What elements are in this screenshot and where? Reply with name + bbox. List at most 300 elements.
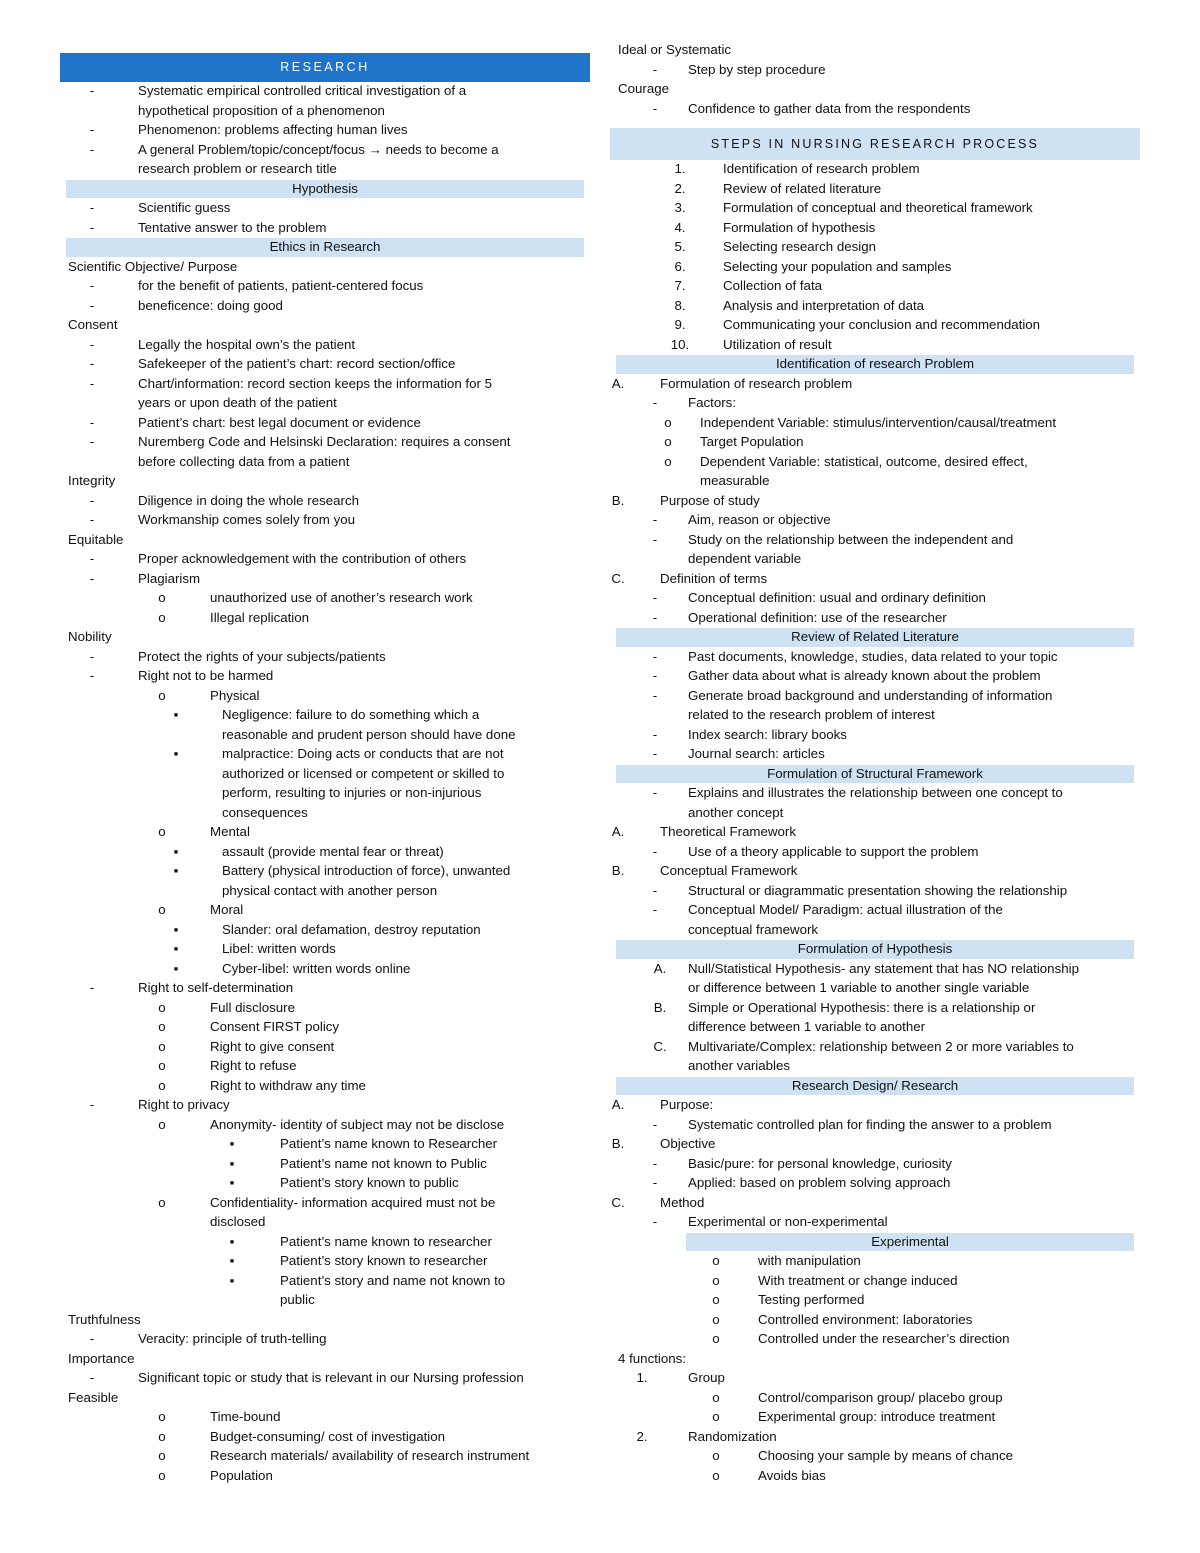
bullet-marker: - — [89, 297, 95, 313]
line-text: Systematic empirical controlled critical investigation of a — [138, 83, 467, 98]
line-text: Null/Statistical Hypothesis- any statement that has NO relationship — [688, 960, 1079, 976]
line-text: Patient’s story known to researcher — [280, 1253, 488, 1268]
right-list-item — [600, 998, 1200, 1018]
line-text: or difference between 1 variable to another single variable — [688, 980, 1030, 995]
right-list-item — [600, 198, 1200, 218]
line-text: Theoretical Framework — [660, 824, 796, 839]
right-top-list-item — [600, 40, 1200, 60]
line-text: consequences — [222, 804, 308, 820]
line-text: assault (provide mental fear or threat) — [222, 843, 444, 859]
line-text: Past documents, knowledge, studies, data related to your topic — [688, 648, 1058, 664]
bullet-marker: 9. — [674, 317, 686, 332]
line-text: measurable — [700, 473, 770, 488]
bullet-marker: o — [712, 1331, 720, 1346]
left-list-item — [0, 1056, 600, 1076]
right-list-item — [600, 1251, 1200, 1271]
bullet-marker: B. — [611, 1136, 625, 1151]
bullet-marker: o — [712, 1292, 720, 1307]
line-text: Journal search: articles — [688, 746, 825, 761]
right-line-continuation — [600, 549, 1200, 569]
line-text: Mental — [210, 824, 250, 839]
research-title-band — [60, 53, 590, 82]
line-text: Factors: — [688, 395, 737, 410]
line-text: Analysis and interpretation of data — [723, 297, 925, 313]
right-list-item — [600, 686, 1200, 706]
left-list-item — [0, 374, 600, 394]
bullet-marker: 5. — [674, 239, 686, 254]
bullet-marker: 1. — [636, 1370, 648, 1385]
bullet-marker: ▪ — [173, 863, 179, 878]
line-text: Selecting research design — [723, 239, 877, 254]
left-list-item — [0, 627, 600, 647]
bullet-marker: - — [652, 1116, 658, 1132]
right-list-item — [600, 237, 1200, 257]
bullet-marker: o — [712, 1272, 720, 1288]
line-text: Nuremberg Code and Helsinski Declaration: requires a consent — [138, 434, 511, 449]
left-list-item — [0, 1446, 600, 1466]
line-text: difference between 1 variable to another — [688, 1019, 926, 1034]
line-text: Chart/information: record section keeps the information for 5 — [138, 375, 493, 391]
left-list-item — [0, 978, 600, 998]
left-list-item — [0, 354, 600, 374]
left-line-continuation — [0, 393, 600, 413]
line-text: Full disclosure — [210, 999, 295, 1015]
line-text: Applied: based on problem solving approach — [688, 1175, 951, 1190]
line-text: Moral — [210, 902, 244, 917]
bullet-marker: ▪ — [229, 1136, 235, 1151]
line-text: Simple or Operational Hypothesis: there is a relationship or — [688, 999, 1036, 1015]
left-list-item — [0, 296, 600, 316]
line-text: With treatment or change induced — [758, 1272, 958, 1288]
right-list-item — [600, 1368, 1200, 1388]
left-list-item — [0, 315, 600, 335]
bullet-marker: ▪ — [229, 1175, 235, 1190]
line-text: Step by step procedure — [688, 61, 826, 77]
line-text: Proper acknowledgement with the contribution of others — [138, 551, 467, 566]
right-list-item — [600, 881, 1200, 901]
bullet-marker: A. — [653, 960, 667, 976]
bullet-marker: ▪ — [229, 1272, 235, 1288]
bullet-marker: o — [158, 999, 166, 1015]
line-text: Workmanship comes solely from you — [138, 512, 356, 527]
left-list-item — [0, 432, 600, 452]
bullet-marker: o — [712, 1448, 720, 1463]
right-list-item — [600, 842, 1200, 862]
right-list-item — [600, 666, 1200, 686]
line-text: Right to give consent — [210, 1038, 335, 1054]
left-list-item — [0, 569, 600, 589]
line-text: Budget-consuming/ cost of investigation — [210, 1428, 446, 1444]
left-list-item — [0, 1251, 600, 1271]
line-text: Courage — [618, 81, 670, 96]
right-list-item — [600, 1388, 1200, 1408]
bullet-marker: B. — [653, 999, 667, 1015]
right-list-item — [600, 1115, 1200, 1135]
bullet-marker: 10. — [670, 336, 690, 352]
bullet-marker: - — [652, 512, 658, 527]
bullet-marker: ▪ — [173, 843, 179, 859]
bullet-marker: o — [712, 1389, 720, 1405]
right-list-item — [600, 1446, 1200, 1466]
right-list-item — [600, 179, 1200, 199]
left-line-continuation — [0, 159, 600, 179]
line-text: Selecting your population and samples — [723, 258, 952, 274]
bullet-marker: ▪ — [173, 746, 179, 761]
bullet-marker: A. — [611, 824, 625, 839]
line-text: Slander: oral defamation, destroy reputation — [222, 921, 481, 937]
line-text: Explains and illustrates the relationship between one concept to — [688, 785, 1063, 800]
left-list-item — [0, 413, 600, 433]
left-list-item — [0, 1095, 600, 1115]
left-line-continuation — [0, 881, 600, 901]
right-list-item — [600, 432, 1200, 452]
line-text: Group — [688, 1370, 725, 1385]
line-text: Gather data about what is already known about the problem — [688, 668, 1041, 683]
bullet-marker: o — [712, 1311, 720, 1327]
right-list-item — [600, 218, 1200, 238]
bullet-marker: - — [89, 278, 95, 293]
line-text: Anonymity- identity of subject may not be disclose — [210, 1116, 505, 1132]
right-list-item — [600, 1349, 1200, 1369]
line-text: hypothetical proposition of a phenomenon — [138, 102, 385, 118]
left-list-item — [0, 686, 600, 706]
line-text: Libel: written words — [222, 941, 336, 956]
left-list-item — [0, 1134, 600, 1154]
line-text: Patient’s name known to Researcher — [280, 1136, 498, 1151]
right-list-item — [600, 608, 1200, 628]
line-text: Patient’s name not known to Public — [280, 1155, 487, 1171]
line-text: Choosing your sample by means of chance — [758, 1448, 1013, 1463]
line-text: Generate broad background and understanding of information — [688, 687, 1053, 703]
right-list-item — [600, 1427, 1200, 1447]
bullet-marker: o — [158, 902, 166, 917]
left-list-item — [0, 140, 600, 160]
right-list-item — [600, 783, 1200, 803]
line-text: Avoids bias — [758, 1467, 826, 1483]
bullet-marker: 8. — [674, 297, 686, 313]
bullet-marker: - — [652, 61, 658, 77]
line-text: Plagiarism — [138, 570, 201, 586]
bullet-marker: - — [652, 668, 658, 683]
line-text: Utilization of result — [723, 336, 832, 352]
bullet-marker: o — [664, 434, 672, 449]
line-text: with manipulation — [758, 1253, 861, 1268]
line-text: Patient’s story and name not known to — [280, 1272, 506, 1288]
research-title: RESEARCH — [280, 60, 370, 74]
left-list-item — [0, 1388, 600, 1408]
bullet-marker: - — [652, 1214, 658, 1229]
left-list-item — [0, 1368, 600, 1388]
right-list-item — [600, 1154, 1200, 1174]
right-list-item — [600, 1095, 1200, 1115]
right-section-heading: Review of Related Literature — [616, 628, 1134, 647]
bullet-marker: - — [652, 902, 658, 917]
right-list-item — [600, 1212, 1200, 1232]
line-text: Time-bound — [210, 1409, 281, 1424]
line-text: Negligence: failure to do something which a — [222, 707, 480, 722]
bullet-marker: ▪ — [229, 1233, 235, 1249]
left-list-item — [0, 1427, 600, 1447]
line-text: Population — [210, 1467, 273, 1483]
right-list-item — [600, 900, 1200, 920]
left-list-item — [0, 491, 600, 511]
bullet-marker: - — [89, 512, 95, 527]
right-line-continuation — [600, 471, 1200, 491]
bullet-marker: o — [712, 1467, 720, 1483]
right-list-item — [600, 1290, 1200, 1310]
bullet-marker: - — [89, 122, 95, 137]
line-text: Study on the relationship between the independent and — [688, 531, 1014, 547]
line-text: research problem or research title — [138, 161, 337, 176]
bullet-marker: o — [158, 1058, 166, 1073]
line-text: Use of a theory applicable to support the problem — [688, 843, 979, 859]
line-text: Aim, reason or objective — [688, 512, 831, 527]
left-line-continuation — [0, 803, 600, 823]
steps-title: STEPS IN NURSING RESEARCH PROCESS — [710, 137, 1040, 151]
line-text: Independent Variable: stimulus/intervention/causal/treatment — [700, 414, 1057, 430]
line-text: Right not to be harmed — [138, 668, 274, 683]
bullet-marker: B. — [611, 863, 625, 878]
bullet-marker: - — [89, 492, 95, 508]
line-text: Control/comparison group/ placebo group — [758, 1389, 1003, 1405]
line-text: Protect the rights of your subjects/patients — [138, 648, 386, 664]
line-text: Purpose of study — [660, 492, 760, 508]
right-line-continuation — [600, 1056, 1200, 1076]
line-text: before collecting data from a patient — [138, 453, 350, 469]
line-text: Confidence to gather data from the respondents — [688, 100, 971, 116]
bullet-marker: - — [652, 785, 658, 800]
right-section-heading: Research Design/ Research — [616, 1077, 1134, 1096]
left-list-item — [0, 1329, 600, 1349]
left-list-item — [0, 900, 600, 920]
bullet-marker: 2. — [636, 1428, 648, 1444]
left-list-item — [0, 842, 600, 862]
line-text: authorized or licensed or competent or skilled to — [222, 765, 505, 781]
line-text: Importance — [68, 1350, 135, 1366]
line-text: public — [280, 1292, 315, 1307]
line-text: Operational definition: use of the researcher — [688, 609, 947, 625]
line-text: Right to self-determination — [138, 980, 294, 995]
line-text: conceptual framework — [688, 921, 819, 937]
line-text: Scientific Objective/ Purpose — [68, 258, 238, 274]
left-list-item — [0, 1193, 600, 1213]
line-text: Method — [660, 1194, 705, 1210]
line-text: Target Population — [700, 434, 804, 449]
right-list-item — [600, 1037, 1200, 1057]
right-section-heading: Formulation of Hypothesis — [616, 940, 1134, 959]
left-list-item — [0, 1037, 600, 1057]
steps-title-band — [610, 128, 1140, 160]
line-text: disclosed — [210, 1214, 266, 1229]
line-text: physical contact with another person — [222, 882, 438, 898]
bullet-marker: 3. — [674, 200, 686, 215]
left-list-item — [0, 666, 600, 686]
line-text: Conceptual Model/ Paradigm: actual illustration of the — [688, 902, 1003, 917]
right-list-item — [600, 588, 1200, 608]
right-list-item — [600, 159, 1200, 179]
bullet-marker: o — [158, 1194, 166, 1210]
line-text: perform, resulting to injuries or non-injurious — [222, 785, 482, 800]
bullet-marker: B. — [611, 492, 625, 508]
left-line-continuation — [0, 452, 600, 472]
bullet-marker: o — [712, 1253, 720, 1268]
bullet-marker: - — [652, 726, 658, 742]
bullet-marker: - — [89, 200, 95, 215]
line-text: 4 functions: — [618, 1350, 687, 1366]
right-list-item — [600, 822, 1200, 842]
left-list-item — [0, 257, 600, 277]
left-list-item — [0, 705, 600, 725]
bullet-marker: - — [652, 590, 658, 605]
bullet-marker: 2. — [674, 180, 686, 196]
bullet-marker: - — [652, 746, 658, 761]
left-list-item — [0, 1271, 600, 1291]
left-list-item — [0, 510, 600, 530]
line-text: Significant topic or study that is relevant in our Nursing profession — [138, 1370, 524, 1385]
line-text: unauthorized use of another’s research work — [210, 590, 473, 605]
bullet-marker: o — [158, 609, 166, 625]
right-list-item — [600, 647, 1200, 667]
left-list-item — [0, 1173, 600, 1193]
right-list-item — [600, 452, 1200, 472]
line-text: Identification of research problem — [723, 161, 920, 176]
bullet-marker: o — [158, 1409, 166, 1424]
right-list-item — [600, 491, 1200, 511]
right-list-item — [600, 257, 1200, 277]
bullet-marker: - — [652, 395, 658, 410]
bullet-marker: - — [89, 1370, 95, 1385]
line-text: Purpose: — [660, 1097, 714, 1112]
right-top-list-item — [600, 60, 1200, 80]
bullet-marker: 7. — [674, 278, 686, 293]
bullet-marker: 6. — [674, 258, 686, 274]
right-section-heading: Experimental — [686, 1233, 1134, 1252]
line-text: another concept — [688, 804, 784, 820]
right-list-item — [600, 276, 1200, 296]
bullet-marker: o — [158, 1019, 166, 1034]
line-text: Right to privacy — [138, 1097, 230, 1112]
left-list-item — [0, 1310, 600, 1330]
line-text: malpractice: Doing acts or conducts that are not — [222, 746, 504, 761]
right-line-continuation — [600, 803, 1200, 823]
right-list-item — [600, 1466, 1200, 1486]
line-text: Formulation of research problem — [660, 375, 853, 391]
left-section-heading: Ethics in Research — [66, 238, 584, 257]
bullet-marker: - — [652, 648, 658, 664]
line-text: reasonable and prudent person should have done — [222, 726, 516, 742]
line-text: Nobility — [68, 629, 112, 644]
right-top-list-item — [600, 79, 1200, 99]
line-text: Randomization — [688, 1428, 777, 1444]
left-section-heading: Hypothesis — [66, 180, 584, 199]
left-list-item — [0, 1115, 600, 1135]
line-text: Testing performed — [758, 1292, 865, 1307]
right-list-item — [600, 315, 1200, 335]
line-text: another variables — [688, 1058, 791, 1073]
left-list-item — [0, 588, 600, 608]
line-text: Formulation of conceptual and theoretical framework — [723, 200, 1033, 215]
bullet-marker: A. — [611, 1097, 625, 1112]
bullet-marker: - — [89, 375, 95, 391]
line-text: A general Problem/topic/concept/focus → needs to become a — [138, 141, 499, 157]
bullet-marker: - — [89, 1331, 95, 1346]
left-line-continuation — [0, 725, 600, 745]
bullet-marker: ▪ — [173, 941, 179, 956]
bullet-marker: 1. — [674, 161, 686, 176]
bullet-marker: C. — [653, 1038, 667, 1054]
bullet-marker: - — [652, 100, 658, 116]
line-text: Research materials/ availability of research instrument — [210, 1448, 530, 1463]
line-text: Formulation of hypothesis — [723, 219, 876, 235]
bullet-marker: - — [89, 434, 95, 449]
line-text: Right to withdraw any time — [210, 1077, 366, 1093]
bullet-marker: o — [158, 1116, 166, 1132]
bullet-marker: o — [158, 1077, 166, 1093]
bullet-marker: o — [664, 453, 672, 469]
right-list-item — [600, 569, 1200, 589]
left-list-item — [0, 1466, 600, 1486]
bullet-marker: - — [652, 882, 658, 898]
line-text: Controlled under the researcher’s direction — [758, 1331, 1010, 1346]
line-text: Definition of terms — [660, 570, 768, 586]
line-text: Veracity: principle of truth-telling — [138, 1331, 327, 1346]
bullet-marker: A. — [611, 375, 625, 391]
bullet-marker: C. — [611, 570, 625, 586]
bullet-marker: - — [652, 843, 658, 859]
line-text: for the benefit of patients, patient-centered focus — [138, 278, 424, 293]
left-list-item — [0, 861, 600, 881]
bullet-marker: o — [158, 1448, 166, 1463]
bullet-marker: - — [652, 609, 658, 625]
left-list-item — [0, 198, 600, 218]
left-list-item — [0, 120, 600, 140]
left-list-item — [0, 920, 600, 940]
left-line-continuation — [0, 764, 600, 784]
left-list-item — [0, 549, 600, 569]
line-text: Patient’s story known to public — [280, 1175, 459, 1190]
left-line-continuation — [0, 1290, 600, 1310]
line-text: Structural or diagrammatic presentation showing the relationship — [688, 882, 1068, 898]
left-list-item — [0, 81, 600, 101]
line-text: Conceptual definition: usual and ordinary definition — [688, 590, 986, 605]
right-list-item — [600, 1407, 1200, 1427]
right-line-continuation — [600, 1017, 1200, 1037]
bullet-marker: - — [89, 570, 95, 586]
right-line-continuation — [600, 705, 1200, 725]
line-text: Controlled environment: laboratories — [758, 1311, 973, 1327]
line-text: Review of related literature — [723, 180, 882, 196]
right-list-item — [600, 725, 1200, 745]
line-text: Phenomenon: problems affecting human lives — [138, 122, 408, 137]
left-list-item — [0, 530, 600, 550]
bullet-marker: ▪ — [173, 921, 179, 937]
left-list-item — [0, 1349, 600, 1369]
line-text: Scientific guess — [138, 200, 231, 215]
bullet-marker: o — [158, 824, 166, 839]
line-text: Safekeeper of the patient’s chart: record section/office — [138, 356, 456, 371]
bullet-marker: ▪ — [229, 1155, 235, 1171]
line-text: Tentative answer to the problem — [138, 219, 327, 235]
left-list-item — [0, 1232, 600, 1252]
bullet-marker: o — [158, 590, 166, 605]
left-line-continuation — [0, 101, 600, 121]
bullet-marker: - — [89, 219, 95, 235]
line-text: dependent variable — [688, 551, 802, 566]
line-text: Battery (physical introduction of force), unwanted — [222, 863, 511, 878]
bullet-marker: - — [89, 648, 95, 664]
bullet-marker: - — [89, 1097, 95, 1112]
line-text: Diligence in doing the whole research — [138, 492, 360, 508]
